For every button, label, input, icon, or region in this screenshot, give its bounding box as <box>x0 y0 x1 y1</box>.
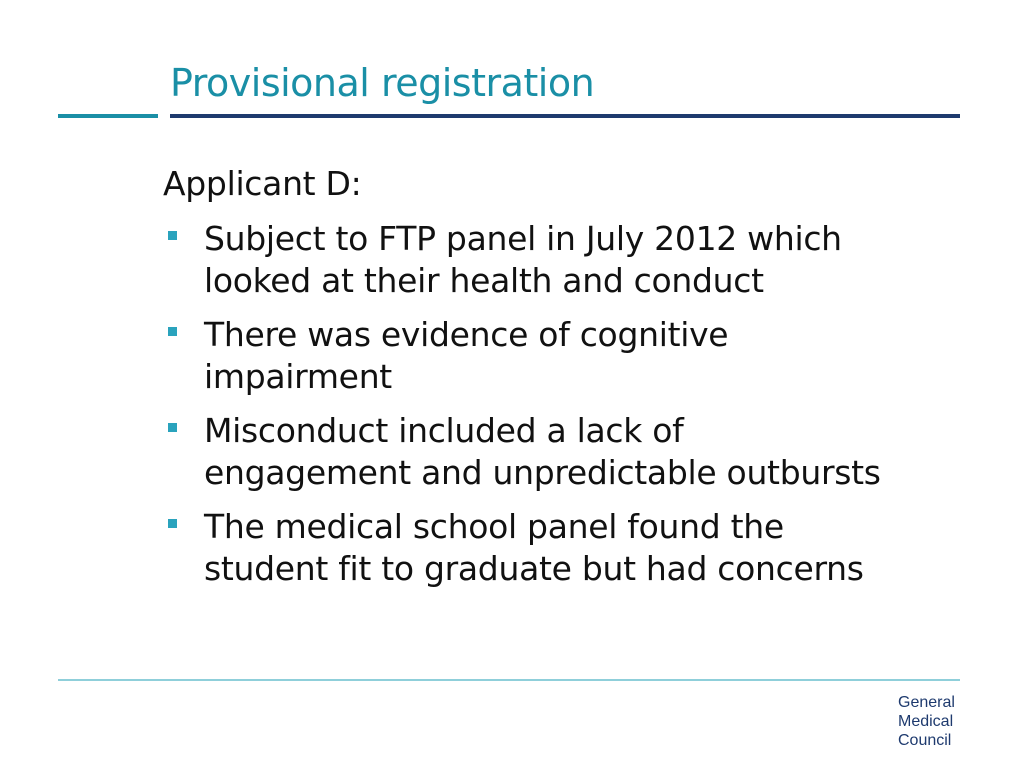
slide-title: Provisional registration <box>170 61 595 105</box>
logo-text-line: Medical <box>898 713 954 730</box>
bullet-list <box>163 218 963 590</box>
logo-text-line: General <box>898 694 955 711</box>
square-bullet-icon <box>168 327 177 336</box>
bullet-item <box>163 218 963 302</box>
bullet-text-line: Misconduct included a lack of <box>204 411 684 450</box>
bullet-item <box>163 314 963 398</box>
bullet-text-line: engagement and unpredictable outbursts <box>204 453 881 492</box>
bullet-text-line: impairment <box>204 357 392 396</box>
bullet-item <box>163 506 963 590</box>
footer-rule <box>58 679 960 681</box>
logo-text-line: Council <box>898 732 952 749</box>
title-accent-rule <box>58 114 158 118</box>
bullet-text-line: looked at their health and conduct <box>204 261 764 300</box>
bullet-item <box>163 410 963 494</box>
intro-text: Applicant D: <box>163 164 362 203</box>
gmc-logo <box>898 693 968 750</box>
title-underline-rule <box>170 114 960 118</box>
square-bullet-icon <box>168 519 177 528</box>
bullet-text-line: Subject to FTP panel in July 2012 which <box>204 219 842 258</box>
square-bullet-icon <box>168 423 177 432</box>
bullet-text-line: student fit to graduate but had concerns <box>204 549 864 588</box>
bullet-text-line: The medical school panel found the <box>204 507 784 546</box>
square-bullet-icon <box>168 231 177 240</box>
bullet-text-line: There was evidence of cognitive <box>204 315 729 354</box>
slide-content <box>163 162 963 602</box>
